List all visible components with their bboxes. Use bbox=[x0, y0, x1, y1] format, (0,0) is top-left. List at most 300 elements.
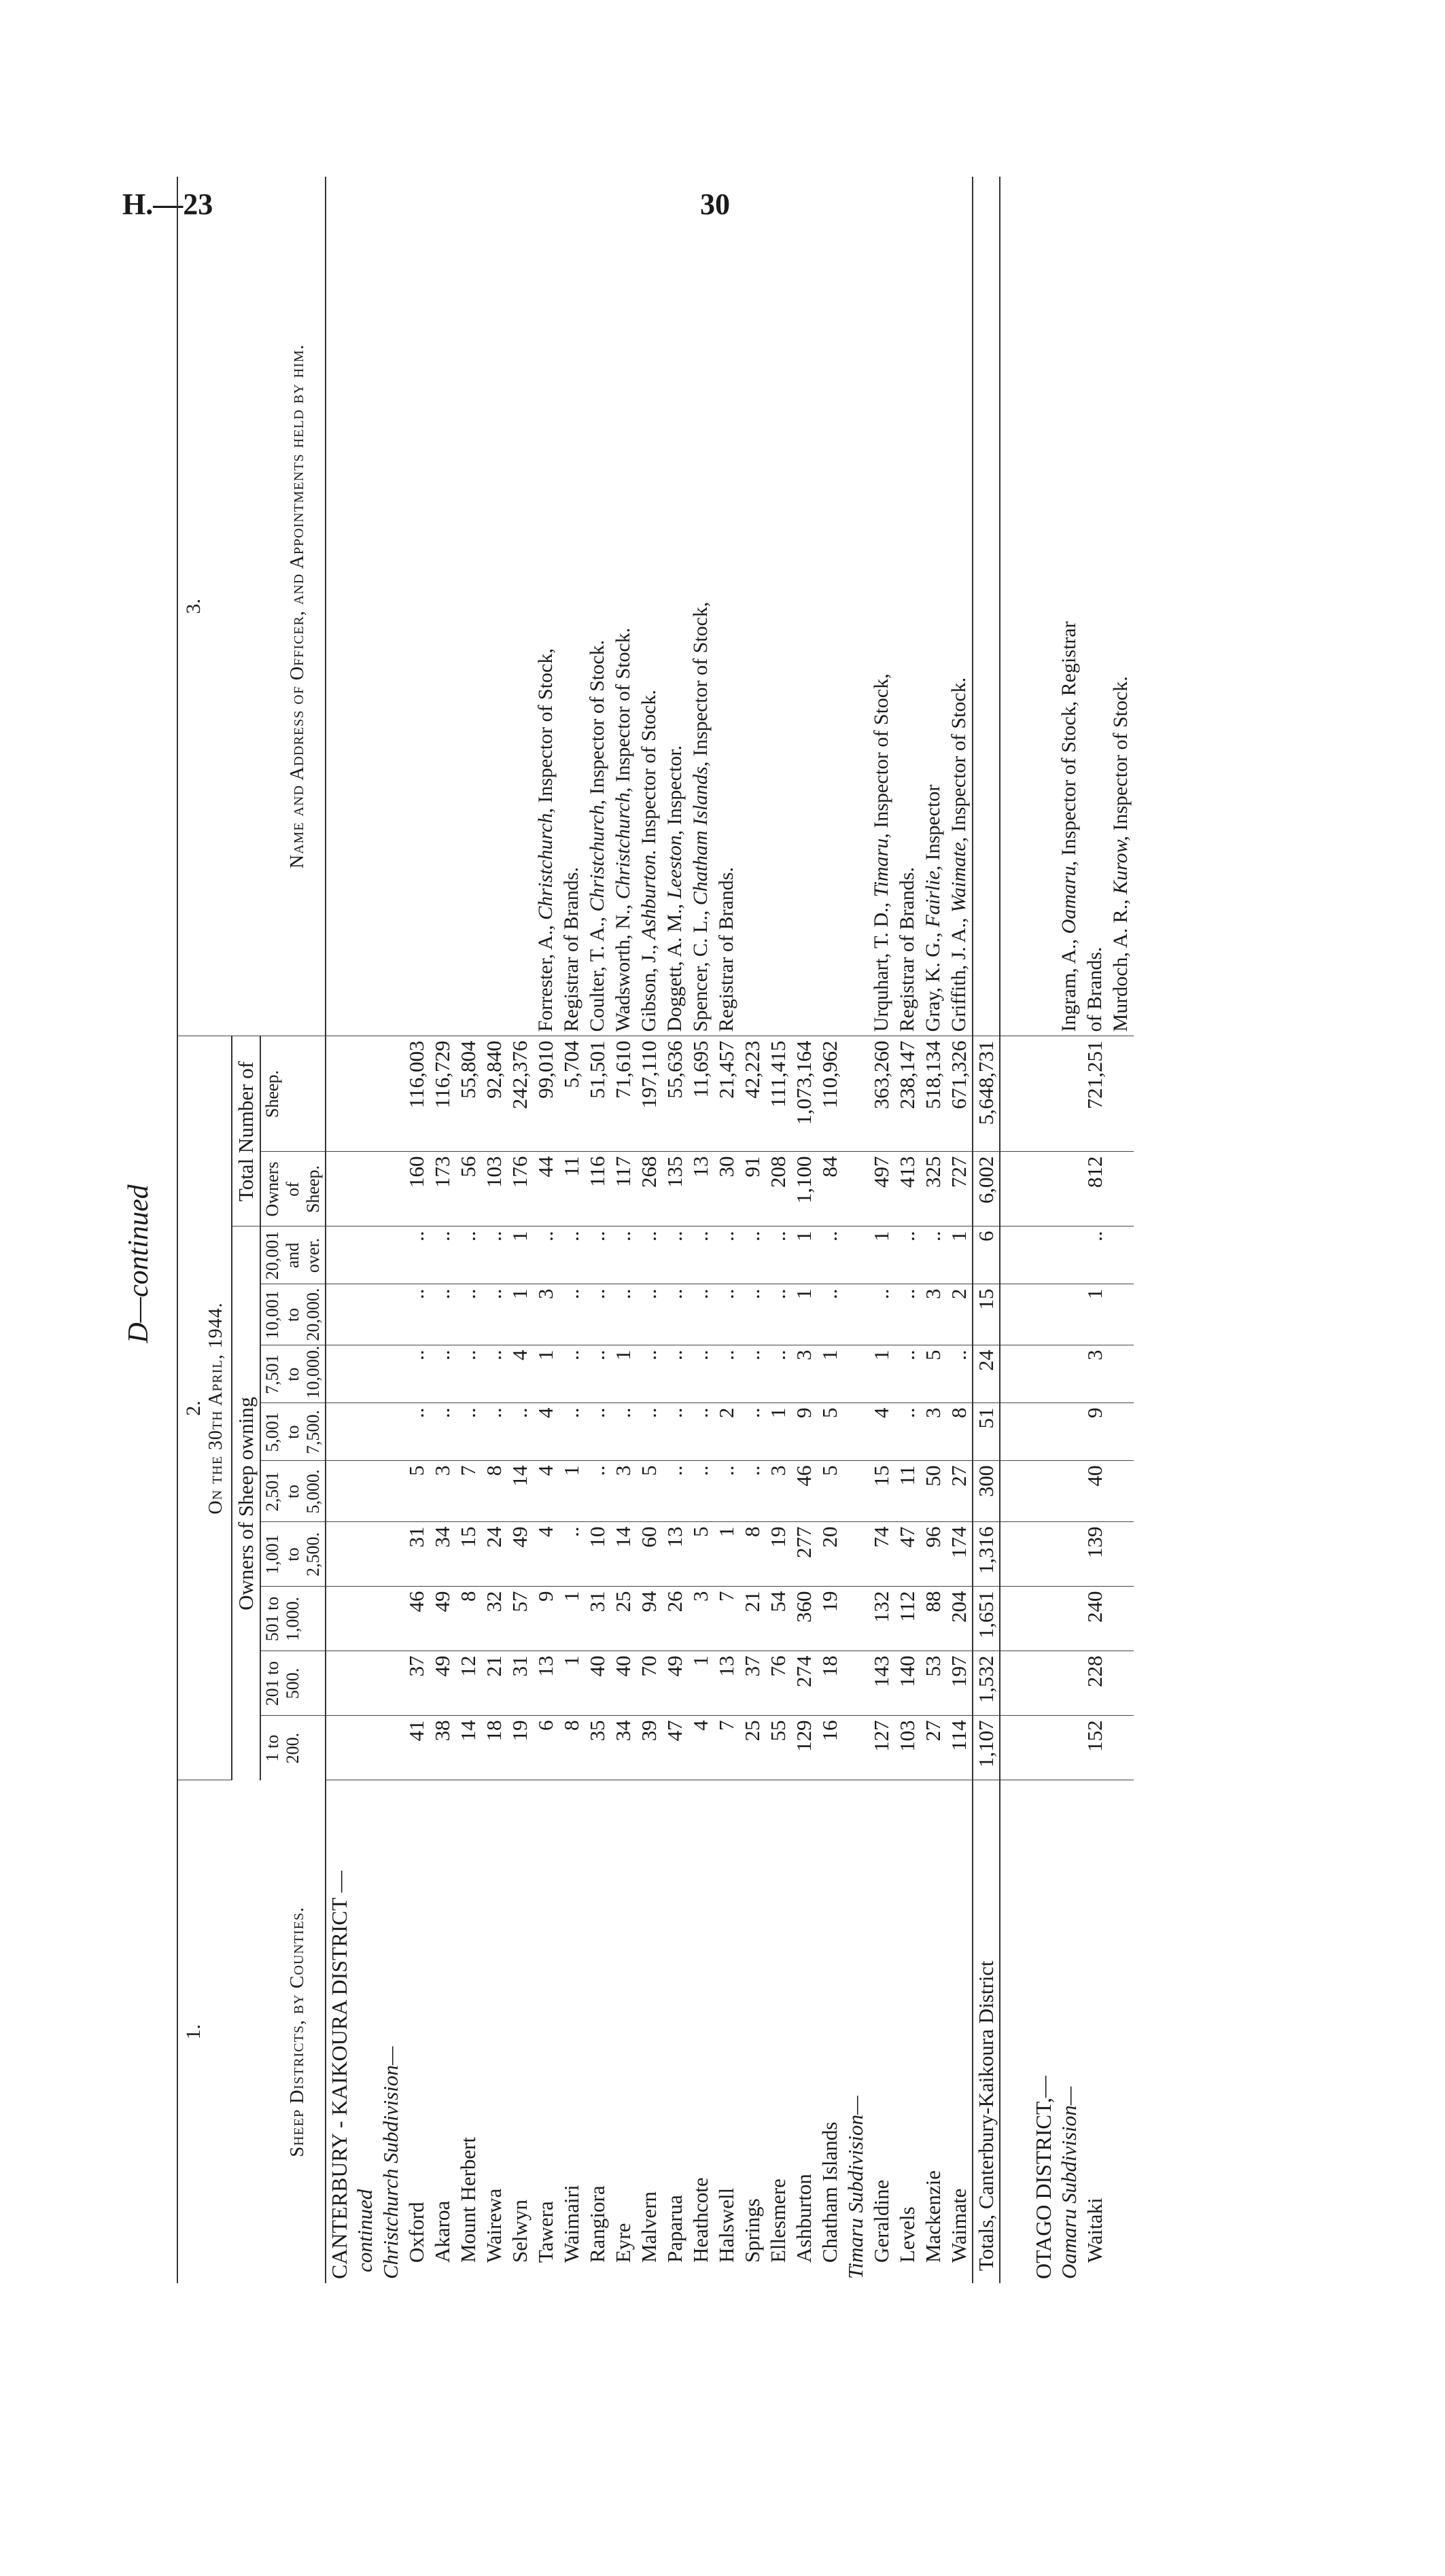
count-cell: .. bbox=[455, 1403, 481, 1461]
count-cell: .. bbox=[481, 1345, 507, 1403]
table-row bbox=[791, 177, 817, 2283]
count-cell: 94 bbox=[636, 1587, 662, 1651]
subcol-5001-7500: 5,001 to 7,500. bbox=[260, 1403, 326, 1461]
count-cell: 18 bbox=[481, 1716, 507, 1780]
count-cell: .. bbox=[714, 1461, 739, 1522]
count-cell: 25 bbox=[610, 1587, 636, 1651]
table-row bbox=[404, 177, 430, 2283]
count-cell: 173 bbox=[430, 1152, 455, 1227]
count-cell: 21 bbox=[481, 1651, 507, 1716]
sheep-owners-table bbox=[177, 177, 1134, 2283]
total-cell: 1,107 bbox=[973, 1716, 1000, 1780]
continued-label: continued bbox=[353, 2189, 377, 2272]
officer-cell bbox=[430, 177, 455, 1036]
count-cell: 70 bbox=[636, 1651, 662, 1716]
officer-role: Inspector of Stock. bbox=[612, 627, 634, 783]
county-name: Waitaki bbox=[1083, 2198, 1107, 2263]
count-cell: 242,376 bbox=[507, 1036, 533, 1152]
count-cell: 91 bbox=[739, 1152, 765, 1227]
count-cell: 14 bbox=[455, 1716, 481, 1780]
count-cell: 363,260 bbox=[869, 1036, 894, 1152]
total-cell: 1,651 bbox=[973, 1587, 1000, 1651]
county-name: Mackenzie bbox=[921, 2170, 945, 2263]
count-cell: .. bbox=[739, 1227, 765, 1284]
count-cell: .. bbox=[585, 1284, 610, 1345]
count-cell: 8 bbox=[455, 1587, 481, 1651]
count-cell: 208 bbox=[765, 1152, 791, 1227]
count-cell: 11,695 bbox=[688, 1036, 714, 1152]
count-cell: .. bbox=[636, 1345, 662, 1403]
count-cell: 13 bbox=[714, 1651, 739, 1716]
count-cell: .. bbox=[610, 1227, 636, 1284]
count-cell: .. bbox=[636, 1284, 662, 1345]
count-cell: .. bbox=[765, 1284, 791, 1345]
officer-name: Gibson, J., bbox=[638, 945, 660, 1032]
count-cell: .. bbox=[455, 1227, 481, 1284]
count-cell: 30 bbox=[714, 1152, 739, 1227]
officer-name: Coulter, T. A., bbox=[586, 917, 608, 1032]
count-cell: .. bbox=[481, 1227, 507, 1284]
total-cell: 24 bbox=[973, 1345, 1000, 1403]
officer-name: Spencer, C. L., bbox=[689, 910, 712, 1032]
count-cell: 34 bbox=[610, 1716, 636, 1780]
officer-place: Fairlie, bbox=[922, 865, 944, 928]
count-cell: .. bbox=[894, 1227, 920, 1284]
officer-place: Kurow, bbox=[1109, 836, 1132, 894]
count-cell: 1 bbox=[610, 1345, 636, 1403]
total-cell: 300 bbox=[973, 1461, 1000, 1522]
count-cell: 71,610 bbox=[610, 1036, 636, 1152]
count-cell: 8 bbox=[946, 1403, 973, 1461]
officer-cell bbox=[946, 177, 973, 1036]
count-cell: 27 bbox=[946, 1461, 973, 1522]
county-name: Oxford bbox=[404, 2202, 428, 2263]
count-cell: 54 bbox=[765, 1587, 791, 1651]
count-cell: 1 bbox=[946, 1227, 973, 1284]
count-cell: .. bbox=[1082, 1227, 1108, 1284]
count-cell: 84 bbox=[817, 1152, 843, 1227]
subcol-501-1000: 501 to 1,000. bbox=[260, 1587, 326, 1651]
officer-cell bbox=[404, 177, 430, 1036]
count-cell: 16 bbox=[817, 1716, 843, 1780]
table-row bbox=[688, 177, 714, 2283]
count-cell: .. bbox=[662, 1284, 688, 1345]
count-cell: 3 bbox=[765, 1461, 791, 1522]
count-cell: .. bbox=[688, 1227, 714, 1284]
table-row bbox=[455, 177, 481, 2283]
count-cell: 4 bbox=[533, 1461, 559, 1522]
count-cell: 1 bbox=[869, 1227, 894, 1284]
count-cell: 1 bbox=[765, 1403, 791, 1461]
officer-role: Inspector. bbox=[663, 745, 686, 826]
count-cell: 49 bbox=[430, 1651, 455, 1716]
count-cell: .. bbox=[765, 1345, 791, 1403]
count-cell: 46 bbox=[404, 1587, 430, 1651]
officer-role: Inspector of Stock, Registrar bbox=[1058, 621, 1080, 856]
count-cell: 46 bbox=[791, 1461, 817, 1522]
count-cell: .. bbox=[662, 1345, 688, 1403]
officer-role: Inspector of Stock. bbox=[586, 639, 608, 795]
officer-cell bbox=[610, 177, 636, 1036]
count-cell: 117 bbox=[610, 1152, 636, 1227]
col3-header bbox=[177, 177, 326, 1036]
table-row bbox=[559, 177, 585, 2283]
county-name: Geraldine bbox=[869, 2179, 893, 2263]
count-cell: 11 bbox=[894, 1461, 920, 1522]
officer-cell bbox=[559, 177, 585, 1036]
report-reference: H.—23 bbox=[122, 188, 213, 221]
officer-role: Registrar of Brands. bbox=[560, 867, 582, 1032]
county-name: Halswell bbox=[714, 2187, 738, 2263]
officer-role: Inspector of Stock. bbox=[1109, 676, 1132, 831]
count-cell: .. bbox=[662, 1403, 688, 1461]
count-cell: 325 bbox=[920, 1152, 946, 1227]
col3-title: Name and Address of Officer, and Appointments held by him. bbox=[287, 344, 308, 869]
subcol-2501-5000: 2,501 to 5,000. bbox=[260, 1461, 326, 1522]
count-cell: 3 bbox=[688, 1587, 714, 1651]
county-name: Wairewa bbox=[482, 2188, 506, 2263]
count-cell: 114 bbox=[946, 1716, 973, 1780]
total-cell: 1,316 bbox=[973, 1522, 1000, 1587]
count-cell: 4 bbox=[688, 1716, 714, 1780]
count-cell: .. bbox=[559, 1345, 585, 1403]
col3-number: 3. bbox=[182, 598, 205, 614]
officer-name: Murdoch, A. R., bbox=[1109, 899, 1132, 1032]
count-cell: 27 bbox=[920, 1716, 946, 1780]
count-cell: 497 bbox=[869, 1152, 894, 1227]
table-row bbox=[946, 177, 973, 2283]
count-cell: 812 bbox=[1082, 1152, 1108, 1227]
officer-place: Christchurch, bbox=[612, 787, 634, 900]
table-row bbox=[481, 177, 507, 2283]
count-cell: 1,073,164 bbox=[791, 1036, 817, 1152]
count-cell: 8 bbox=[739, 1522, 765, 1587]
count-cell: 8 bbox=[481, 1461, 507, 1522]
officer-cell bbox=[817, 177, 843, 1036]
count-cell: .. bbox=[559, 1227, 585, 1284]
subdivision-row bbox=[378, 177, 404, 2283]
table-row bbox=[662, 177, 688, 2283]
count-cell: 35 bbox=[585, 1716, 610, 1780]
total-cell: 6,002 bbox=[973, 1152, 1000, 1227]
count-cell: .. bbox=[636, 1227, 662, 1284]
count-cell: 518,134 bbox=[920, 1036, 946, 1152]
count-cell: .. bbox=[585, 1403, 610, 1461]
count-cell: .. bbox=[455, 1345, 481, 1403]
count-cell: 103 bbox=[894, 1716, 920, 1780]
table-row bbox=[739, 177, 765, 2283]
oamaru-subdivision bbox=[1056, 177, 1082, 2283]
officer-role: Registrar of Brands. bbox=[715, 867, 737, 1032]
timaru-subdivision bbox=[843, 177, 869, 2283]
count-cell: 37 bbox=[739, 1651, 765, 1716]
county-name: Mount Herbert bbox=[456, 2136, 480, 2263]
count-cell: 3 bbox=[533, 1284, 559, 1345]
officer-role: Inspector of Stock, bbox=[534, 648, 557, 803]
count-cell: 1 bbox=[791, 1227, 817, 1284]
count-cell: .. bbox=[662, 1227, 688, 1284]
count-cell: .. bbox=[404, 1345, 430, 1403]
count-cell: 88 bbox=[920, 1587, 946, 1651]
county-name: Paparua bbox=[663, 2195, 686, 2263]
count-cell: 6 bbox=[533, 1716, 559, 1780]
count-cell: 9 bbox=[1082, 1403, 1108, 1461]
table-row bbox=[636, 177, 662, 2283]
continued-row bbox=[352, 177, 378, 2283]
count-cell: 24 bbox=[481, 1522, 507, 1587]
count-cell: 8 bbox=[559, 1716, 585, 1780]
count-cell: .. bbox=[430, 1403, 455, 1461]
count-cell: 40 bbox=[1082, 1461, 1108, 1522]
officer-row bbox=[1108, 177, 1134, 2283]
count-cell: 1 bbox=[817, 1345, 843, 1403]
count-cell: 19 bbox=[507, 1716, 533, 1780]
count-cell: 1 bbox=[869, 1345, 894, 1403]
count-cell: .. bbox=[404, 1227, 430, 1284]
col2-title: On the 30th April, 1944. bbox=[205, 1302, 226, 1515]
count-cell: 19 bbox=[817, 1587, 843, 1651]
count-cell: 40 bbox=[610, 1651, 636, 1716]
count-cell: .. bbox=[894, 1403, 920, 1461]
count-cell: 111,415 bbox=[765, 1036, 791, 1152]
count-cell: 20 bbox=[817, 1522, 843, 1587]
spacer-row bbox=[1000, 177, 1030, 2283]
officer-place: Chatham Islands, bbox=[689, 761, 712, 906]
count-cell: 116,729 bbox=[430, 1036, 455, 1152]
count-cell: 1 bbox=[791, 1284, 817, 1345]
count-cell: 5 bbox=[920, 1345, 946, 1403]
page-number: 30 bbox=[700, 188, 730, 221]
count-cell: .. bbox=[765, 1227, 791, 1284]
count-cell: .. bbox=[481, 1284, 507, 1345]
table-row bbox=[817, 177, 843, 2283]
count-cell: 4 bbox=[507, 1345, 533, 1403]
officer-name: Ingram, A., bbox=[1058, 938, 1080, 1032]
count-cell: .. bbox=[869, 1284, 894, 1345]
count-cell: 139 bbox=[1082, 1522, 1108, 1587]
count-cell: 727 bbox=[946, 1152, 973, 1227]
count-cell: 1 bbox=[714, 1522, 739, 1587]
count-cell: 57 bbox=[507, 1587, 533, 1651]
count-cell: .. bbox=[559, 1522, 585, 1587]
subcol-201-500: 201 to 500. bbox=[260, 1651, 326, 1716]
count-cell: 4 bbox=[533, 1403, 559, 1461]
count-cell: 10 bbox=[585, 1522, 610, 1587]
officer-place: Oamaru, bbox=[1058, 860, 1080, 934]
count-cell: .. bbox=[533, 1227, 559, 1284]
count-cell: 116 bbox=[585, 1152, 610, 1227]
count-cell: 31 bbox=[585, 1587, 610, 1651]
count-cell: 197 bbox=[946, 1651, 973, 1716]
count-cell: .. bbox=[430, 1284, 455, 1345]
officer-cell bbox=[765, 177, 791, 1036]
table-row bbox=[714, 177, 739, 2283]
count-cell: 39 bbox=[636, 1716, 662, 1780]
table-row bbox=[920, 177, 946, 2283]
count-cell: 19 bbox=[765, 1522, 791, 1587]
count-cell: 3 bbox=[610, 1461, 636, 1522]
table-row bbox=[533, 177, 559, 2283]
subcol-sheep: Sheep. bbox=[260, 1036, 326, 1152]
count-cell: 13 bbox=[533, 1651, 559, 1716]
subcol-1-200: 1 to 200. bbox=[260, 1716, 326, 1780]
count-cell: .. bbox=[920, 1227, 946, 1284]
count-cell: 49 bbox=[662, 1651, 688, 1716]
total-cell: 5,648,731 bbox=[973, 1036, 1000, 1152]
count-cell: 671,326 bbox=[946, 1036, 973, 1152]
totals-row bbox=[973, 177, 1000, 2283]
count-cell: 4 bbox=[533, 1522, 559, 1587]
count-cell: 99,010 bbox=[533, 1036, 559, 1152]
col1-number: 1. bbox=[182, 2024, 205, 2040]
count-cell: 74 bbox=[869, 1522, 894, 1587]
otago-district-label: OTAGO DISTRICT,— bbox=[1031, 2075, 1056, 2279]
count-cell: 197,110 bbox=[636, 1036, 662, 1152]
officer-role: Inspector bbox=[922, 784, 944, 861]
count-cell: 49 bbox=[507, 1522, 533, 1587]
count-cell: 34 bbox=[430, 1522, 455, 1587]
count-cell: .. bbox=[636, 1403, 662, 1461]
count-cell: 41 bbox=[404, 1716, 430, 1780]
officer-place: Waimate, bbox=[947, 836, 970, 913]
count-cell: 2 bbox=[946, 1284, 973, 1345]
count-cell: 1 bbox=[559, 1461, 585, 1522]
count-cell: .. bbox=[688, 1461, 714, 1522]
count-cell: 7 bbox=[714, 1716, 739, 1780]
count-cell: 1,100 bbox=[791, 1152, 817, 1227]
count-cell: 274 bbox=[791, 1651, 817, 1716]
count-cell: 238,147 bbox=[894, 1036, 920, 1152]
officer-name: Urquhart, T. D., bbox=[870, 902, 892, 1032]
table-title: D—continued bbox=[123, 1184, 154, 1343]
officer-cell bbox=[714, 177, 739, 1036]
count-cell: 5 bbox=[688, 1522, 714, 1587]
count-cell: 53 bbox=[920, 1651, 946, 1716]
count-cell: 32 bbox=[481, 1587, 507, 1651]
count-cell: 5 bbox=[817, 1403, 843, 1461]
count-cell: 18 bbox=[817, 1651, 843, 1716]
count-cell: 3 bbox=[1082, 1345, 1108, 1403]
count-cell: .. bbox=[714, 1345, 739, 1403]
county-name: Waimairi bbox=[559, 2185, 583, 2263]
count-cell: 5 bbox=[817, 1461, 843, 1522]
officer-cell bbox=[894, 177, 920, 1036]
count-cell: 7 bbox=[455, 1461, 481, 1522]
count-cell: .. bbox=[404, 1403, 430, 1461]
count-cell: .. bbox=[507, 1403, 533, 1461]
owners-group-header: Owners of Sheep owning bbox=[232, 1227, 260, 1780]
count-cell: 1 bbox=[559, 1587, 585, 1651]
count-cell: 55,804 bbox=[455, 1036, 481, 1152]
subcol-1001-2500: 1,001 to 2,500. bbox=[260, 1522, 326, 1587]
district-name: CANTERBURY - KAIKOURA DISTRICT — bbox=[327, 1871, 351, 2279]
county-name: Malvern bbox=[637, 2191, 661, 2263]
count-cell: 14 bbox=[610, 1522, 636, 1587]
count-cell: 21 bbox=[739, 1587, 765, 1651]
count-cell: 3 bbox=[791, 1345, 817, 1403]
count-cell: 103 bbox=[481, 1152, 507, 1227]
count-cell: 268 bbox=[636, 1152, 662, 1227]
count-cell: 132 bbox=[869, 1587, 894, 1651]
count-cell: 60 bbox=[636, 1522, 662, 1587]
count-cell: 96 bbox=[920, 1522, 946, 1587]
count-cell: 49 bbox=[430, 1587, 455, 1651]
officer-place: Christchurch, bbox=[586, 799, 608, 912]
officer-cell bbox=[688, 177, 714, 1036]
subcol-7501-10000: 7,501 to 10,000. bbox=[260, 1345, 326, 1403]
count-cell: 55 bbox=[765, 1716, 791, 1780]
officer-place: Ashburton. bbox=[638, 849, 660, 940]
count-cell: .. bbox=[404, 1284, 430, 1345]
count-cell: 143 bbox=[869, 1651, 894, 1716]
count-cell: .. bbox=[739, 1284, 765, 1345]
count-cell: 1 bbox=[1082, 1284, 1108, 1345]
count-cell: 11 bbox=[559, 1152, 585, 1227]
count-cell: 4 bbox=[869, 1403, 894, 1461]
count-cell: 12 bbox=[455, 1651, 481, 1716]
officer-cell bbox=[1108, 177, 1134, 1036]
county-name: Waimate bbox=[947, 2188, 971, 2263]
count-cell: 174 bbox=[946, 1522, 973, 1587]
county-name: Levels bbox=[895, 2206, 919, 2263]
officer-cell bbox=[920, 177, 946, 1036]
count-cell: 3 bbox=[430, 1461, 455, 1522]
col2-header bbox=[177, 1036, 232, 1780]
count-cell: .. bbox=[585, 1345, 610, 1403]
count-cell: 40 bbox=[585, 1651, 610, 1716]
officer-name: Gray, K. G., bbox=[922, 932, 944, 1032]
count-cell: 413 bbox=[894, 1152, 920, 1227]
count-cell: 76 bbox=[765, 1651, 791, 1716]
count-cell: 152 bbox=[1082, 1716, 1108, 1780]
count-cell: 1 bbox=[559, 1651, 585, 1716]
count-cell: 9 bbox=[533, 1587, 559, 1651]
count-cell: 5 bbox=[404, 1461, 430, 1522]
officer-place: Timaru, bbox=[870, 833, 892, 898]
count-cell: 5 bbox=[636, 1461, 662, 1522]
county-name: Akaroa bbox=[430, 2200, 454, 2263]
county-name: Ellesmere bbox=[766, 2178, 790, 2263]
count-cell: 116,003 bbox=[404, 1036, 430, 1152]
officer-name: Forrester, A., bbox=[534, 925, 557, 1032]
officer-cell bbox=[739, 177, 765, 1036]
table-row bbox=[1082, 177, 1108, 2283]
count-cell: .. bbox=[817, 1284, 843, 1345]
count-cell: .. bbox=[739, 1461, 765, 1522]
count-cell: .. bbox=[714, 1284, 739, 1345]
count-cell: 110,962 bbox=[817, 1036, 843, 1152]
officer-role: Inspector of Stock, bbox=[689, 601, 712, 757]
count-cell: .. bbox=[714, 1227, 739, 1284]
officer-cell bbox=[869, 177, 894, 1036]
officer-role: Inspector of Stock, bbox=[870, 673, 892, 828]
count-cell: 112 bbox=[894, 1587, 920, 1651]
table-row bbox=[765, 177, 791, 2283]
count-cell: 3 bbox=[920, 1403, 946, 1461]
christchurch-subdivision: Christchurch Subdivision— bbox=[379, 2046, 402, 2279]
subcol-20001-over: 20,001 and over. bbox=[260, 1227, 326, 1284]
officer-cell bbox=[1082, 177, 1108, 1036]
count-cell: 3 bbox=[920, 1284, 946, 1345]
count-cell: .. bbox=[662, 1461, 688, 1522]
count-cell: .. bbox=[739, 1345, 765, 1403]
count-cell: 204 bbox=[946, 1587, 973, 1651]
officer-role: Registrar of Brands. bbox=[896, 867, 918, 1032]
count-cell: .. bbox=[455, 1284, 481, 1345]
officer-name: Doggett, A. M., bbox=[663, 904, 686, 1032]
count-cell: 140 bbox=[894, 1651, 920, 1716]
district-row bbox=[326, 177, 352, 2283]
